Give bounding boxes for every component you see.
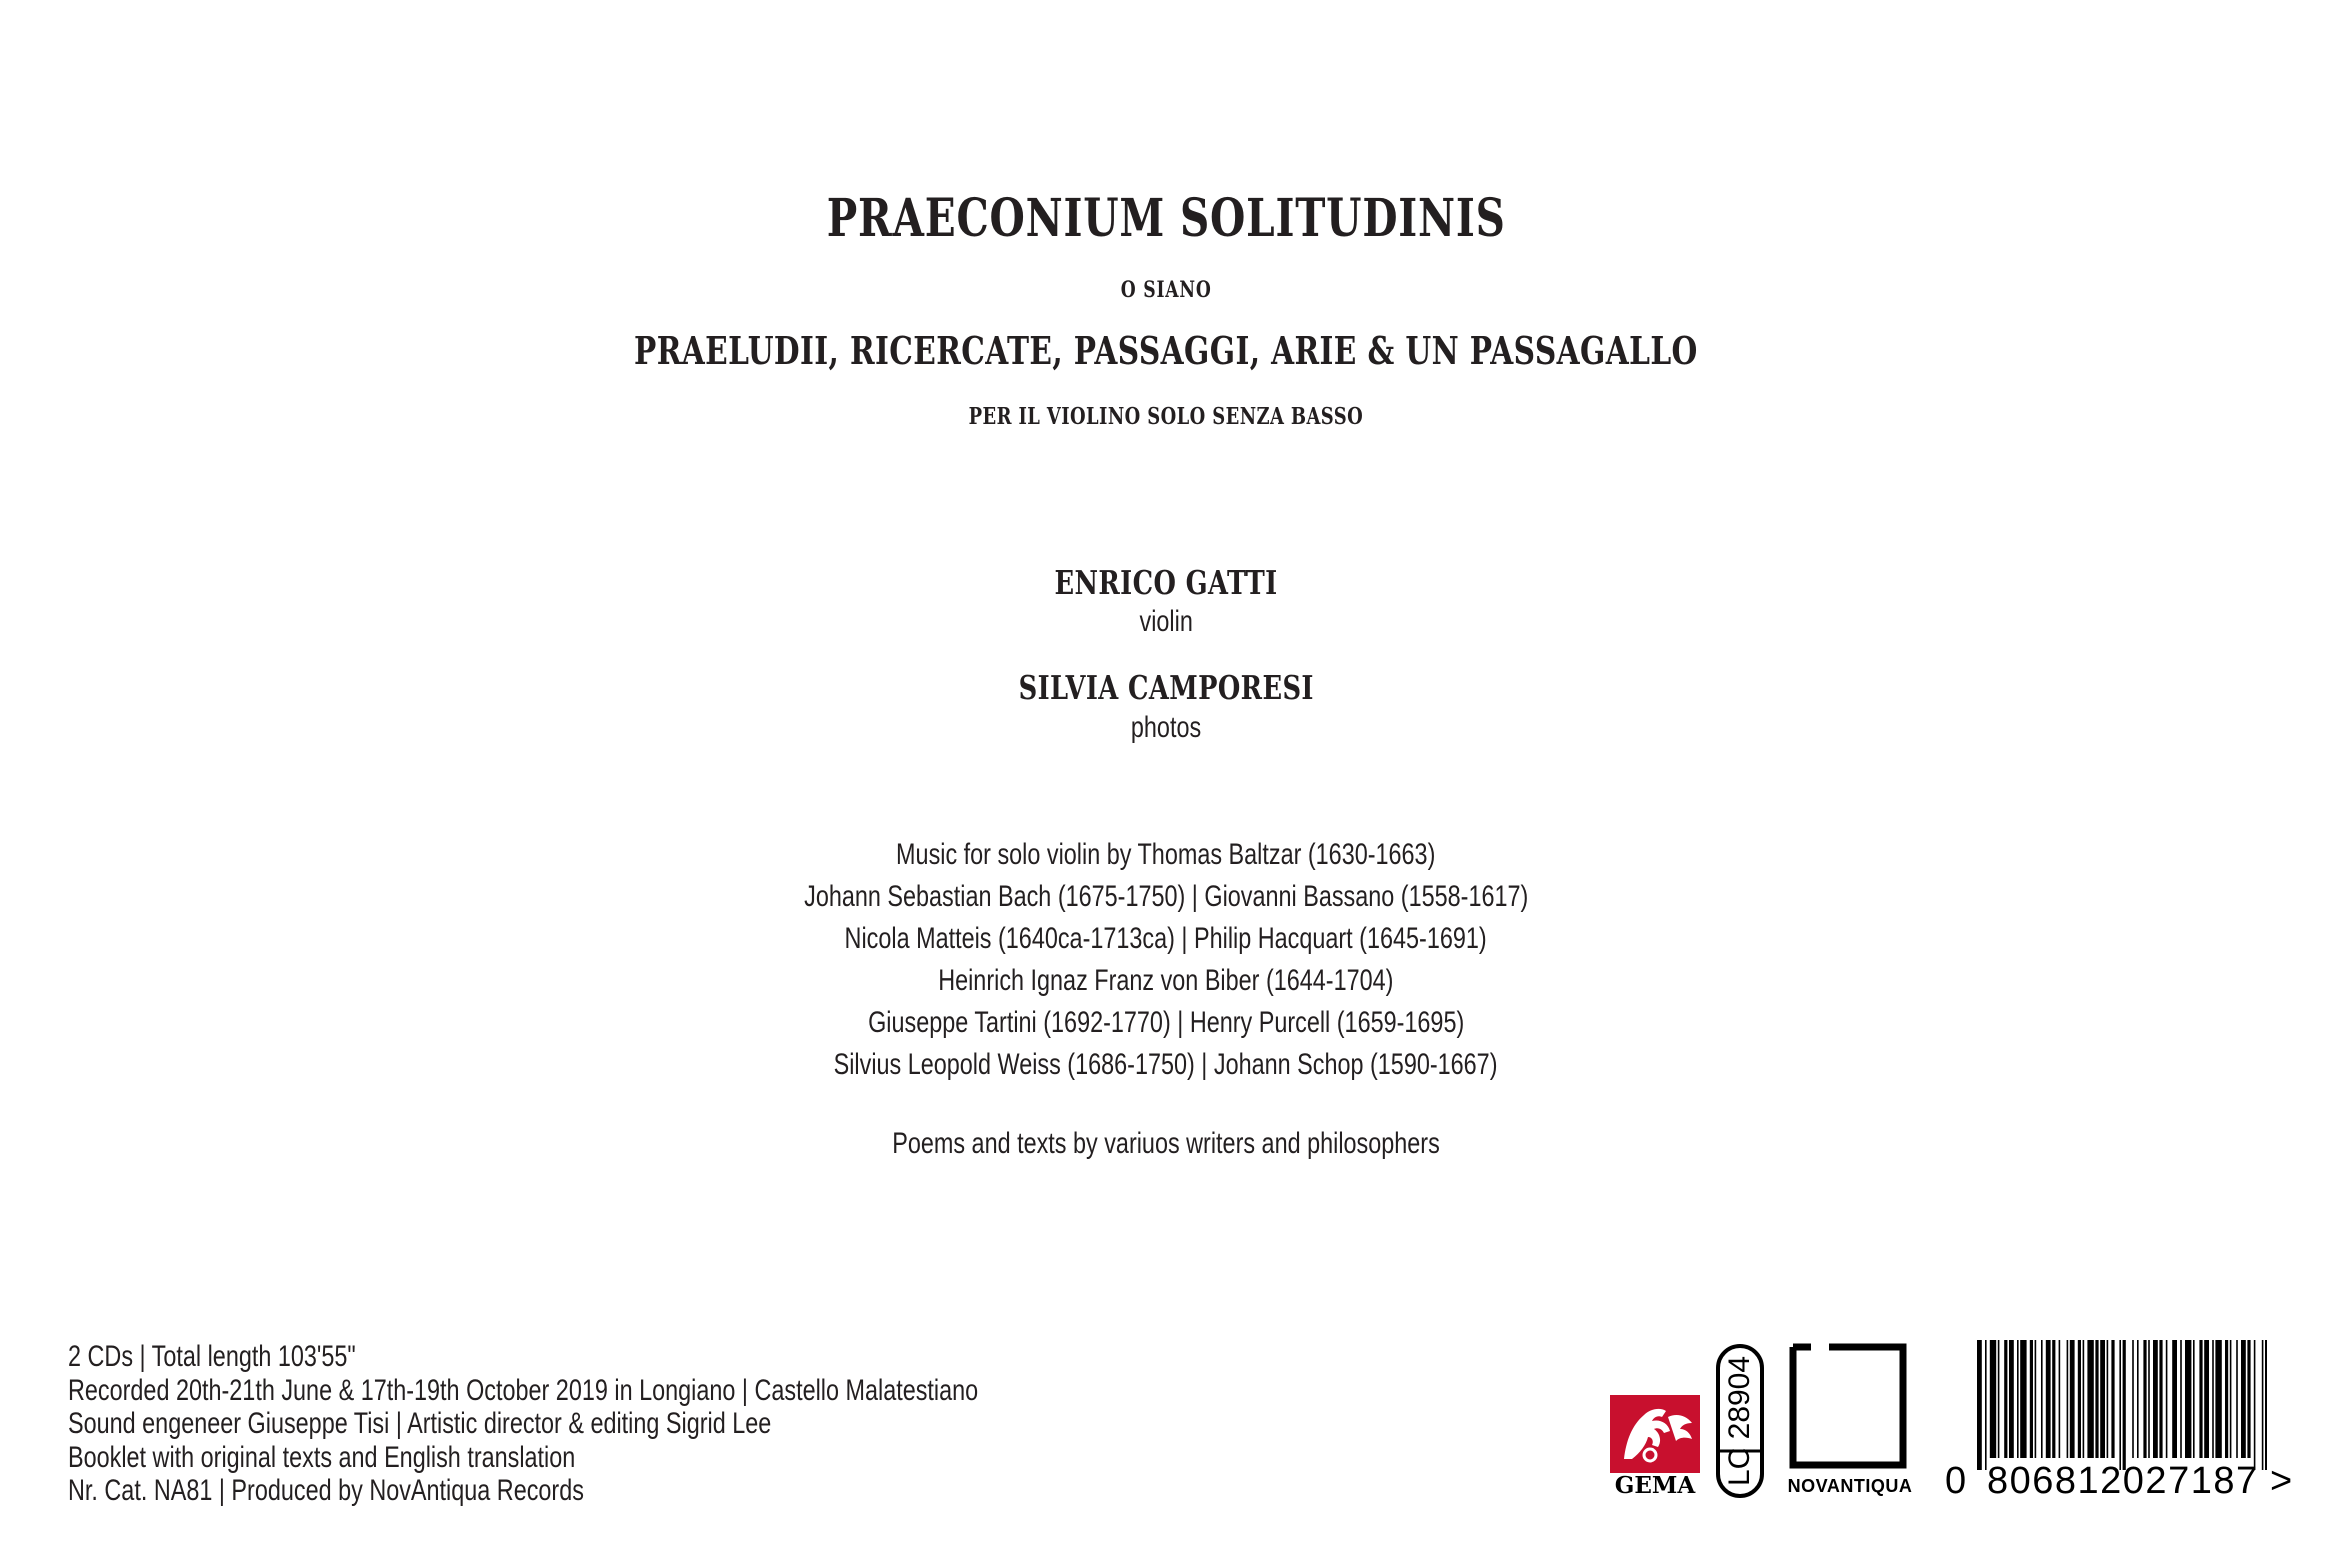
- barcode-bar: [2254, 1340, 2256, 1470]
- info-line: Sound engeneer Giuseppe Tisi | Artistic director & editing Sigrid Lee: [68, 1407, 772, 1440]
- barcode-bar: [2241, 1340, 2246, 1458]
- barcode-bar: [1985, 1340, 1987, 1470]
- barcode-bar: [2212, 1340, 2214, 1458]
- label-code-text: LC 28904: [1723, 1355, 1756, 1487]
- barcode-bar: [2230, 1340, 2232, 1458]
- credit-line: Heinrich Ignaz Franz von Biber (1644-1704): [938, 964, 1394, 997]
- credit-line: Nicola Matteis (1640ca-1713ca) | Philip Hacquart (1645-1691): [844, 922, 1488, 955]
- barcode-bar: [2247, 1340, 2250, 1458]
- novantiqua-mark-icon: [1789, 1343, 1907, 1469]
- performer-role: violin: [1139, 605, 1193, 638]
- barcode-bar: [2095, 1340, 2098, 1458]
- barcode-bar: [2215, 1340, 2221, 1458]
- barcode-bar: [2119, 1340, 2121, 1470]
- album-subtitle: PRAELUDII, RICERCATE, PASSAGGI, ARIE & UN PASSAGALLO: [634, 328, 1698, 373]
- poems-credit: Poems and texts by variuos writers and philosophers: [892, 1127, 1440, 1160]
- barcode-bar: [2185, 1340, 2191, 1458]
- barcode-bar: [2123, 1340, 2126, 1470]
- barcode-bar: [1998, 1340, 2000, 1458]
- barcode-bar: [2017, 1340, 2019, 1458]
- barcode-bar: [2070, 1340, 2075, 1458]
- music-credits: [0, 834, 2332, 1086]
- barcode-bar: [1977, 1340, 1982, 1470]
- barcode-bar: [2078, 1340, 2081, 1458]
- barcode-bar: [2166, 1340, 2168, 1458]
- barcode-bar: [2046, 1340, 2051, 1458]
- barcode-bar: [2030, 1340, 2033, 1458]
- barcode-bar: [2153, 1340, 2158, 1458]
- barcode-bar: [2143, 1340, 2146, 1458]
- barcode-bar: [2035, 1340, 2037, 1458]
- barcode-bar: [2100, 1340, 2105, 1458]
- label-code-logo: [1715, 1343, 1765, 1499]
- barcode: [1945, 1340, 2300, 1505]
- info-line: Nr. Cat. NA81 | Produced by NovAntiqua Records: [68, 1474, 584, 1507]
- barcode-bar: [2052, 1340, 2055, 1458]
- barcode-bar: [2265, 1340, 2267, 1470]
- barcode-bar: [2236, 1340, 2238, 1458]
- novantiqua-logo: [1785, 1343, 1915, 1503]
- barcode-bar: [2083, 1340, 2085, 1458]
- barcode-bar: [2137, 1340, 2139, 1458]
- novantiqua-label: NOVANTIQUA: [1787, 1476, 1913, 1496]
- instrumentation-line: PER IL VIOLINO SOLO SENZA BASSO: [968, 403, 1364, 430]
- barcode-bar: [2204, 1340, 2209, 1458]
- barcode-bar: [2193, 1340, 2195, 1458]
- credit-line: Music for solo violin by Thomas Baltzar (1630-1663): [896, 838, 1436, 871]
- production-info: [68, 1340, 1368, 1508]
- barcode-bar: [2132, 1340, 2134, 1458]
- barcode-bar: [2059, 1340, 2061, 1458]
- o-siano-label: O SIANO: [1120, 277, 1212, 303]
- gema-label: GEMA: [1614, 1472, 1696, 1499]
- barcode-bar: [2087, 1340, 2093, 1458]
- barcode-bar: [2159, 1340, 2162, 1458]
- barcode-bar: [2148, 1340, 2150, 1458]
- barcode-bar: [2004, 1340, 2007, 1458]
- barcode-bar: [2009, 1340, 2014, 1458]
- barcode-bar: [2172, 1340, 2177, 1458]
- credit-line: Giuseppe Tartini (1692-1770) | Henry Purcell (1659-1695): [867, 1006, 1465, 1039]
- info-line: Recorded 20th-21th June & 17th-19th October 2019 in Longiano | Castello Malatestiano: [68, 1373, 979, 1407]
- barcode-first-digit: 0: [1945, 1460, 1967, 1502]
- performer-role: photos: [1130, 711, 1202, 744]
- barcode-number: 806812027187: [1987, 1460, 2259, 1502]
- info-line: 2 CDs | Total length 103'55": [68, 1340, 356, 1373]
- barcode-bar: [2020, 1340, 2026, 1458]
- barcode-bar: [2067, 1340, 2069, 1458]
- barcode-bar: [2107, 1340, 2109, 1458]
- barcode-bar: [2262, 1340, 2264, 1470]
- barcode-bars-icon: [1977, 1340, 2267, 1470]
- performer-name: ENRICO GATTI: [1054, 563, 1278, 602]
- barcode-bar: [2041, 1340, 2043, 1458]
- barcode-arrow: >: [2270, 1460, 2293, 1502]
- barcode-bar: [2199, 1340, 2202, 1458]
- gema-emblem-icon: [1610, 1395, 1700, 1473]
- performer-name: SILVIA CAMPORESI: [1018, 668, 1314, 707]
- barcode-bar: [1990, 1340, 1996, 1458]
- barcode-bar: [2225, 1340, 2228, 1458]
- gema-logo: [1610, 1395, 1700, 1499]
- credit-line: Silvius Leopold Weiss (1686-1750) | Johann Schop (1590-1667): [834, 1048, 1498, 1081]
- info-line: Booklet with original texts and English translation: [68, 1440, 576, 1474]
- credit-line: Johann Sebastian Bach (1675-1750) | Giovanni Bassano (1558-1617): [803, 880, 1529, 913]
- barcode-bar: [2180, 1340, 2182, 1458]
- album-title: PRAECONIUM SOLITUDINIS: [826, 188, 1506, 249]
- barcode-bar: [2111, 1340, 2114, 1458]
